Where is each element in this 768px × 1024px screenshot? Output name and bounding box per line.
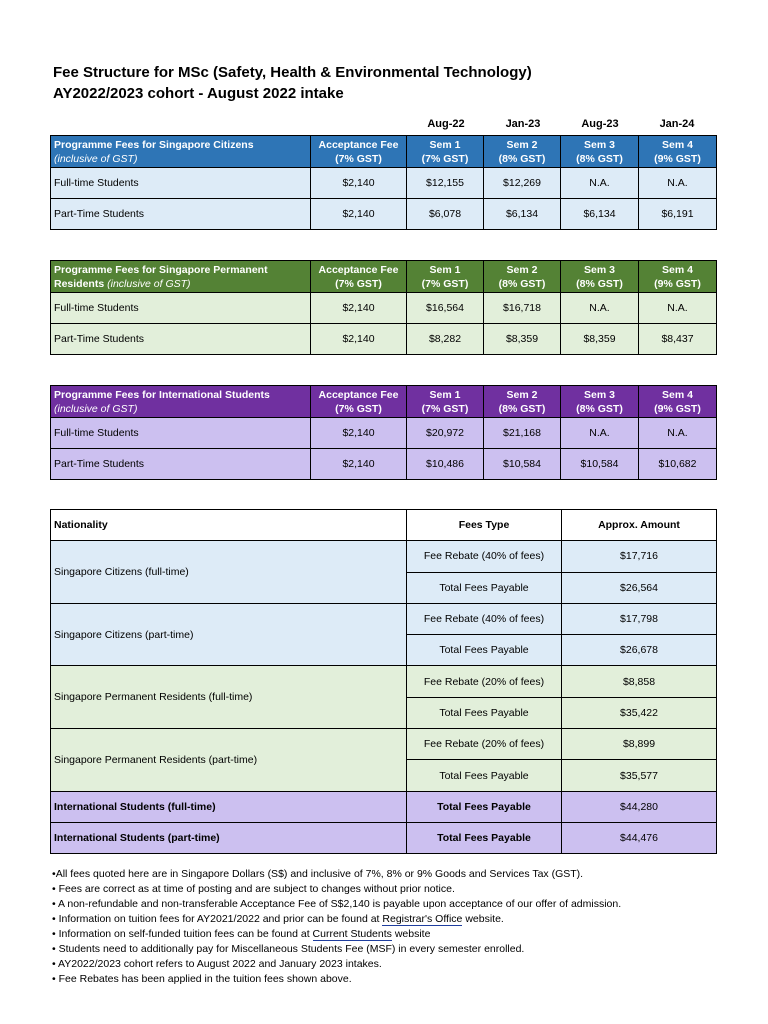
cell-sem4: $10,682 xyxy=(639,449,717,480)
header-gst-note: (inclusive of GST) xyxy=(54,402,138,415)
cell-sem4: N.A. xyxy=(639,418,717,449)
fees-type-cell: Fee Rebate (40% of fees) xyxy=(407,603,562,634)
fees-type-cell: Total Fees Payable xyxy=(407,791,562,822)
cell-sem4: $6,191 xyxy=(639,199,717,230)
row-label: Full-time Students xyxy=(51,293,311,324)
amount-cell: $17,716 xyxy=(562,541,717,572)
citizens-header xyxy=(51,136,311,168)
table-row xyxy=(51,324,717,355)
fees-type-cell: Total Fees Payable xyxy=(407,822,562,853)
pr-header xyxy=(51,261,311,293)
cell-sem2: $8,359 xyxy=(484,324,561,355)
amount-cell: $35,577 xyxy=(562,760,717,791)
row-label: Part-Time Students xyxy=(51,199,311,230)
table-row xyxy=(51,449,717,480)
cell-sem3: $10,584 xyxy=(561,449,639,480)
row-label: Full-time Students xyxy=(51,168,311,199)
intl-fee-table xyxy=(50,385,717,480)
table-header-row xyxy=(51,510,717,541)
cell-sem2: $16,718 xyxy=(484,293,561,324)
header-line: Programme Fees for International Students xyxy=(54,388,270,401)
cell-sem1: $8,282 xyxy=(407,324,484,355)
table-row xyxy=(51,729,717,760)
table-header-row xyxy=(51,261,717,293)
col-nationality: Nationality xyxy=(51,510,407,541)
header-line: Residents xyxy=(54,277,108,290)
bullet-icon: • xyxy=(52,898,56,910)
amount-cell: $17,798 xyxy=(562,603,717,634)
note-item: • Students need to additionally pay for Miscellaneous Students Fee (MSF) in every semester enrolled. xyxy=(52,943,525,955)
citizens-fee-table xyxy=(50,135,717,230)
bullet-icon: • xyxy=(52,958,56,970)
fees-type-cell: Total Fees Payable xyxy=(407,635,562,666)
registrars-office-link[interactable]: Registrar's Office xyxy=(382,913,463,925)
note-item: • AY2022/2023 cohort refers to August 2022 and January 2023 intakes. xyxy=(52,958,382,970)
col-sem4: Sem 4 (9% GST) xyxy=(639,261,717,293)
col-sem3: Sem 3 (8% GST) xyxy=(561,261,639,293)
document-title xyxy=(53,62,532,104)
col-sem2: Sem 2 (8% GST) xyxy=(484,386,561,418)
col-sem1: Sem 1 (7% GST) xyxy=(407,136,484,168)
month-sem4: Jan-24 xyxy=(659,118,695,130)
table-row xyxy=(51,168,717,199)
nationality-cell: International Students (part-time) xyxy=(51,822,407,853)
table-row xyxy=(51,418,717,449)
current-students-link[interactable]: Current Students xyxy=(312,928,392,940)
col-sem1: Sem 1 (7% GST) xyxy=(407,261,484,293)
nationality-cell: Singapore Permanent Residents (full-time) xyxy=(51,666,407,729)
table-row xyxy=(51,293,717,324)
cell-sem1: $16,564 xyxy=(407,293,484,324)
note-item: • A non-refundable and non-transferable Acceptance Fee of S$2,140 is payable upon acceptance of our offer of admission. xyxy=(52,898,622,910)
table-row xyxy=(51,199,717,230)
cell-acceptance: $2,140 xyxy=(311,293,407,324)
bullet-icon: • xyxy=(52,868,56,880)
cell-sem3: N.A. xyxy=(561,418,639,449)
amount-cell: $26,678 xyxy=(562,635,717,666)
cell-sem3: N.A. xyxy=(561,168,639,199)
fees-type-cell: Fee Rebate (40% of fees) xyxy=(407,541,562,572)
row-label: Full-time Students xyxy=(51,418,311,449)
cell-acceptance: $2,140 xyxy=(311,449,407,480)
col-approx-amount: Approx. Amount xyxy=(562,510,717,541)
fees-type-cell: Fee Rebate (20% of fees) xyxy=(407,729,562,760)
header-line: Programme Fees for Singapore Citizens xyxy=(54,138,254,151)
footnotes xyxy=(52,867,621,987)
cell-sem2: $6,134 xyxy=(484,199,561,230)
fees-type-cell: Total Fees Payable xyxy=(407,572,562,603)
cell-sem3: $8,359 xyxy=(561,324,639,355)
table-row xyxy=(51,541,717,572)
fees-type-cell: Total Fees Payable xyxy=(407,760,562,791)
fee-summary-table xyxy=(50,509,717,854)
cell-sem1: $6,078 xyxy=(407,199,484,230)
col-fees-type: Fees Type xyxy=(407,510,562,541)
fees-type-cell: Total Fees Payable xyxy=(407,697,562,728)
table-header-row xyxy=(51,136,717,168)
col-sem2: Sem 2 (8% GST) xyxy=(484,136,561,168)
cell-sem4: N.A. xyxy=(639,293,717,324)
nationality-cell: Singapore Citizens (full-time) xyxy=(51,541,407,604)
note-item: • Information on tuition fees for AY2021/2022 and prior can be found at Registrar's Office website. xyxy=(52,913,504,925)
cell-sem1: $10,486 xyxy=(407,449,484,480)
table-row xyxy=(51,603,717,634)
amount-cell: $44,280 xyxy=(562,791,717,822)
table-row xyxy=(51,791,717,822)
pr-fee-table xyxy=(50,260,717,355)
header-gst-note: (inclusive of GST) xyxy=(54,152,138,165)
nationality-cell: Singapore Citizens (part-time) xyxy=(51,603,407,666)
title-line-2: AY2022/2023 cohort - August 2022 intake xyxy=(53,85,344,102)
row-label: Part-Time Students xyxy=(51,449,311,480)
month-sem3: Aug-23 xyxy=(581,118,619,130)
col-acceptance-fee: Acceptance Fee (7% GST) xyxy=(311,386,407,418)
note-item: • Information on self-funded tuition fees can be found at Current Students website xyxy=(52,928,431,940)
nationality-cell: International Students (full-time) xyxy=(51,791,407,822)
fees-type-cell: Fee Rebate (20% of fees) xyxy=(407,666,562,697)
header-gst-note: (inclusive of GST) xyxy=(107,277,191,290)
cell-acceptance: $2,140 xyxy=(311,324,407,355)
bullet-icon: • xyxy=(52,943,56,955)
amount-cell: $26,564 xyxy=(562,572,717,603)
col-sem4: Sem 4 (9% GST) xyxy=(639,136,717,168)
header-line: Programme Fees for Singapore Permanent xyxy=(54,263,268,276)
col-acceptance-fee: Acceptance Fee (7% GST) xyxy=(311,136,407,168)
col-sem3: Sem 3 (8% GST) xyxy=(561,136,639,168)
col-sem1: Sem 1 (7% GST) xyxy=(407,386,484,418)
cell-sem3: $6,134 xyxy=(561,199,639,230)
cell-sem3: N.A. xyxy=(561,293,639,324)
cell-sem1: $12,155 xyxy=(407,168,484,199)
amount-cell: $35,422 xyxy=(562,697,717,728)
table-row xyxy=(51,822,717,853)
cell-sem2: $21,168 xyxy=(484,418,561,449)
amount-cell: $8,858 xyxy=(562,666,717,697)
title-line-1: Fee Structure for MSc (Safety, Health & Environmental Technology) xyxy=(53,64,532,81)
cell-acceptance: $2,140 xyxy=(311,418,407,449)
cell-acceptance: $2,140 xyxy=(311,168,407,199)
row-label: Part-Time Students xyxy=(51,324,311,355)
col-sem2: Sem 2 (8% GST) xyxy=(484,261,561,293)
bullet-icon: • xyxy=(52,883,56,895)
col-sem3: Sem 3 (8% GST) xyxy=(561,386,639,418)
note-item: • Fees are correct as at time of posting and are subject to changes without prior notice. xyxy=(52,883,455,895)
intl-header xyxy=(51,386,311,418)
cell-sem4: N.A. xyxy=(639,168,717,199)
semester-months xyxy=(50,118,716,134)
note-item: •All fees quoted here are in Singapore Dollars (S$) and inclusive of 7%, 8% or 9% Goods and Services Tax (GST). xyxy=(52,868,584,880)
cell-sem4: $8,437 xyxy=(639,324,717,355)
table-row xyxy=(51,666,717,697)
col-acceptance-fee: Acceptance Fee (7% GST) xyxy=(311,261,407,293)
table-header-row xyxy=(51,386,717,418)
bullet-icon: • xyxy=(52,913,56,925)
month-sem2: Jan-23 xyxy=(505,118,541,130)
bullet-icon: • xyxy=(52,928,56,940)
nationality-cell: Singapore Permanent Residents (part-time) xyxy=(51,729,407,792)
cell-acceptance: $2,140 xyxy=(311,199,407,230)
month-sem1: Aug-22 xyxy=(427,118,465,130)
bullet-icon: • xyxy=(52,973,56,985)
cell-sem1: $20,972 xyxy=(407,418,484,449)
cell-sem2: $12,269 xyxy=(484,168,561,199)
col-sem4: Sem 4 (9% GST) xyxy=(639,386,717,418)
amount-cell: $8,899 xyxy=(562,729,717,760)
cell-sem2: $10,584 xyxy=(484,449,561,480)
amount-cell: $44,476 xyxy=(562,822,717,853)
note-item: • Fee Rebates has been applied in the tuition fees shown above. xyxy=(52,973,352,985)
